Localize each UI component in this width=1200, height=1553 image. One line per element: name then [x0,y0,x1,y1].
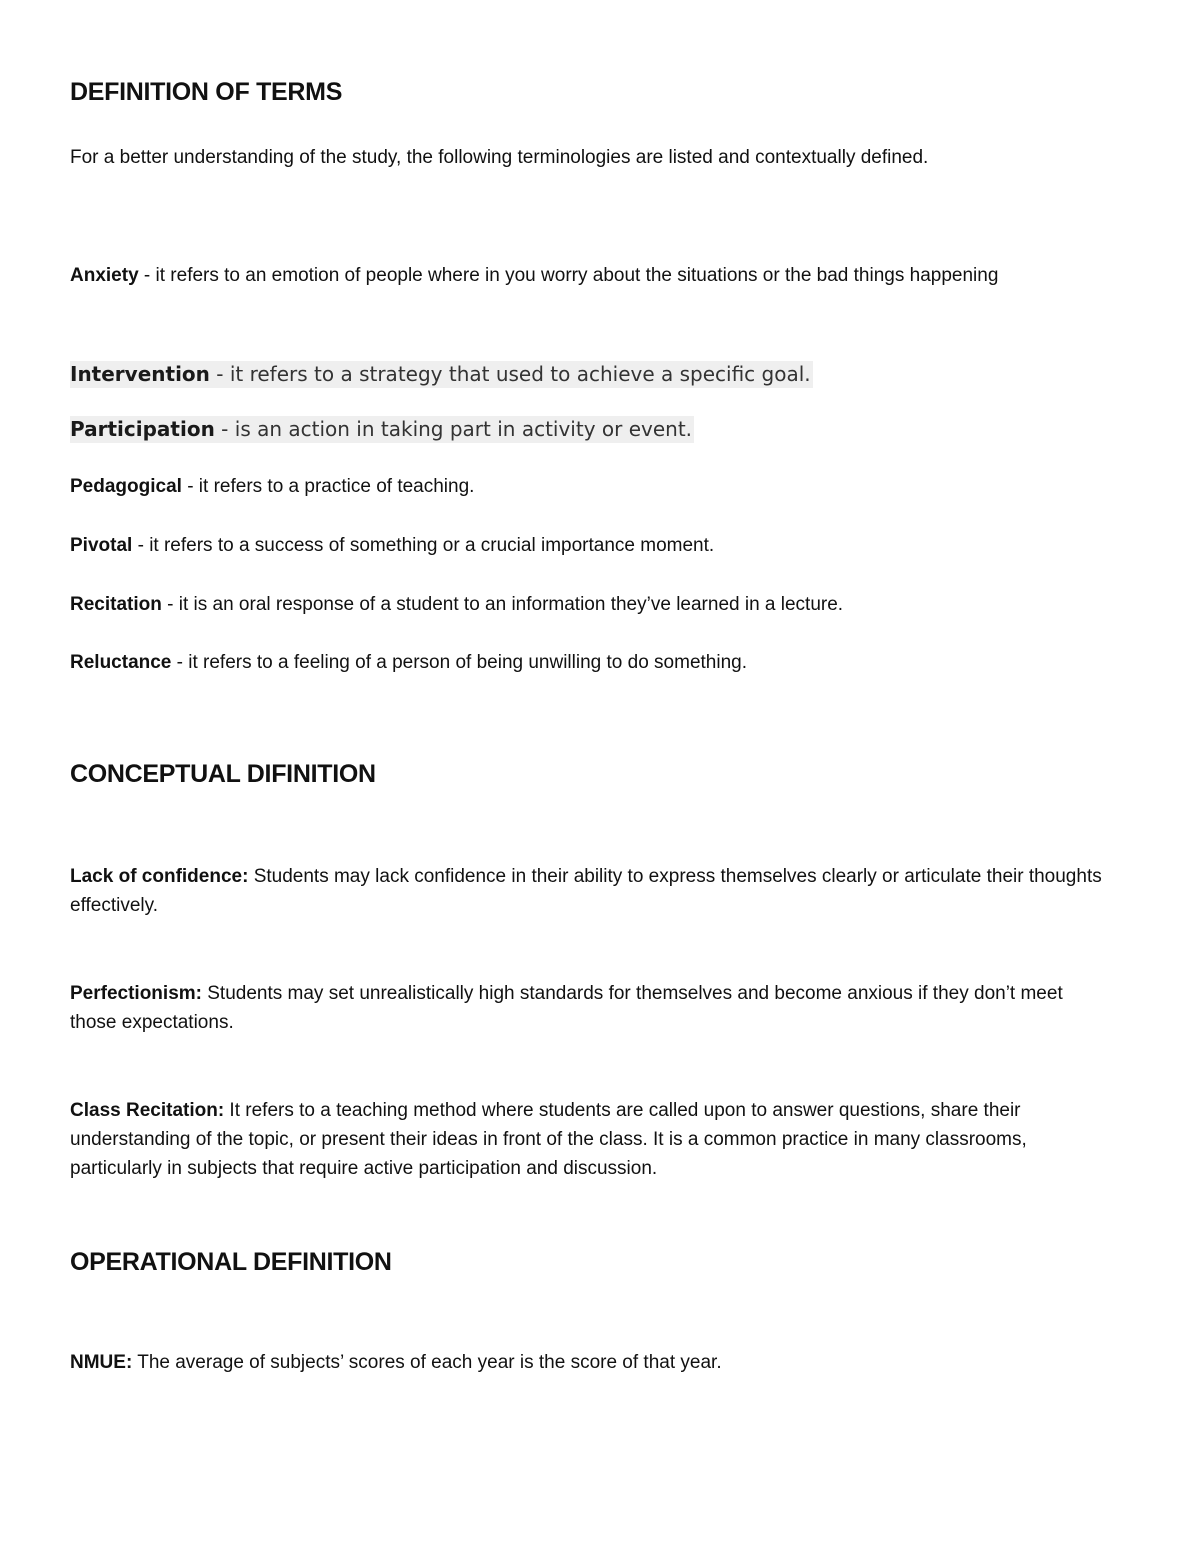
heading-conceptual-definition: CONCEPTUAL DIFINITION [70,760,376,788]
term-perfectionism: Perfectionism: [70,983,202,1004]
definition-text-lack-of-confidence: Students may lack confidence in their ability to express themselves clearly or articulate their thoughts effectively. [70,866,1102,916]
term-pivotal: Pivotal [70,535,133,556]
term-participation: Participation [70,417,215,441]
heading-definition-of-terms: DEFINITION OF TERMS [70,78,343,106]
definition-nmue [70,1352,722,1374]
highlighted-definition-intervention [70,361,813,388]
term-anxiety: Anxiety [70,265,139,286]
term-nmue: NMUE: [70,1352,133,1373]
term-pedagogical: Pedagogical [70,476,182,497]
definition-text-intervention: - it refers to a strategy that used to achieve a specific goal. [209,362,811,386]
term-reluctance: Reluctance [70,652,172,673]
term-recitation: Recitation [70,594,162,615]
heading-operational-definition: OPERATIONAL DEFINITION [70,1248,392,1276]
definition-recitation [70,594,843,616]
definition-intervention [70,362,813,386]
definition-class-recitation [70,1096,1115,1183]
intro-paragraph: For a better understanding of the study, the following terminologies are listed and contextually defined. [70,147,929,168]
definition-text-pedagogical: - it refers to a practice of teaching. [181,476,475,497]
term-intervention: Intervention [70,362,210,386]
definition-participation [70,417,694,441]
definition-text-anxiety: - it refers to an emotion of people where in you worry about the situations or the bad things happening [138,265,999,286]
term-class-recitation: Class Recitation: [70,1100,225,1121]
definition-text-perfectionism: Students may set unrealistically high standards for themselves and become anxious if they don’t meet those expectations. [70,983,1063,1033]
definition-pedagogical [70,476,474,498]
definition-text-participation: - is an action in taking part in activity or event. [214,417,693,441]
definition-text-reluctance: - it refers to a feeling of a person of being unwilling to do something. [171,652,747,673]
definition-reluctance [70,652,747,674]
highlighted-definition-participation [70,416,694,443]
definition-text-recitation: - it is an oral response of a student to an information they’ve learned in a lecture. [161,594,844,615]
definition-pivotal [70,535,714,557]
definition-lack-of-confidence [70,862,1110,920]
definition-text-pivotal: - it refers to a success of something or a crucial importance moment. [132,535,715,556]
definition-text-class-recitation: It refers to a teaching method where students are called upon to answer questions, share their understanding of the topic, or present their ideas in front of the class. It is a common practice in many classrooms, particularly in subjects that require active participation and discussion. [70,1100,1027,1179]
definition-text-nmue: The average of subjects’ scores of each year is the score of that year. [132,1352,722,1373]
definition-perfectionism [70,979,1110,1037]
term-lack-of-confidence: Lack of confidence: [70,866,249,887]
definition-anxiety [70,254,1060,298]
